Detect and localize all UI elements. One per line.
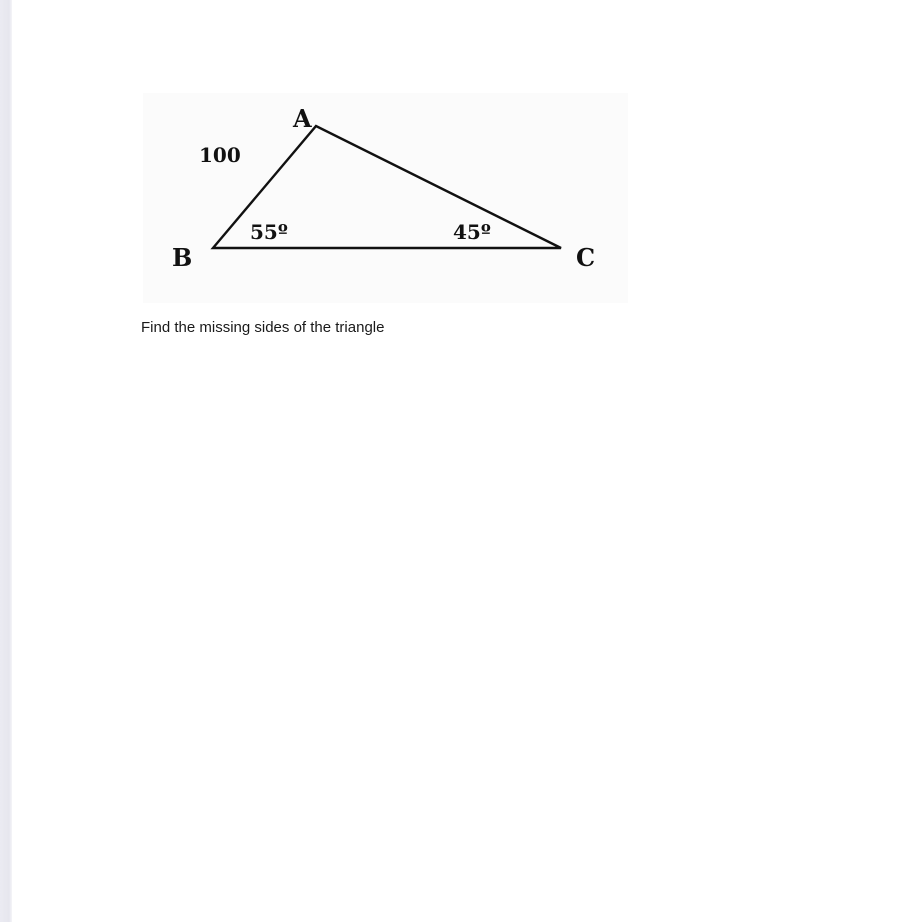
vertex-label-a: A (293, 104, 312, 133)
question-text: Find the missing sides of the triangle (141, 319, 385, 336)
triangle-diagram (0, 0, 924, 360)
side-ab-length: 100 (199, 143, 241, 167)
angle-c-label: 45º (453, 220, 491, 244)
angle-b-label: 55º (250, 220, 288, 244)
vertex-label-b: B (172, 243, 193, 272)
vertex-label-c: C (576, 243, 596, 272)
